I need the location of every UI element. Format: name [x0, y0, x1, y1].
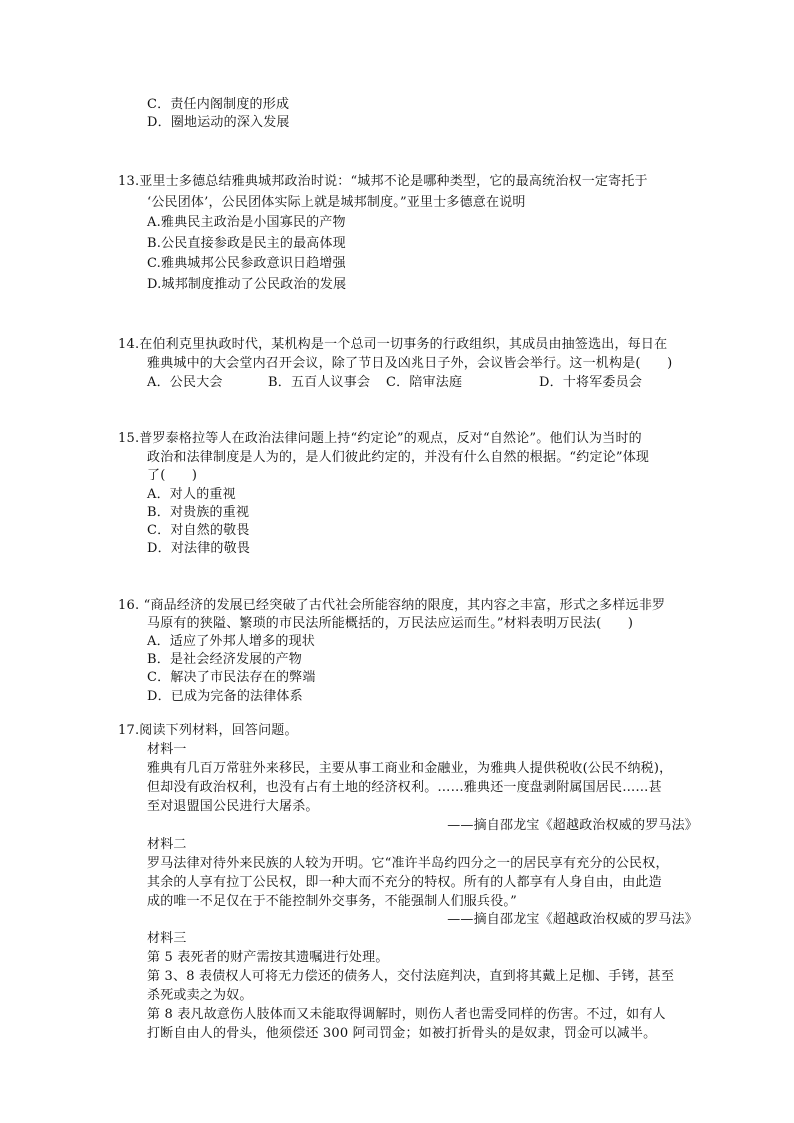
q14-stem-line1: 14.在伯利克里执政时代，某机构是一个总司一切事务的行政组织，其成员由抽签选出，每日在 — [118, 337, 668, 352]
q17-material1-title: 材料一 — [147, 742, 187, 757]
q17-stem: 17.阅读下列材料，回答问题。 — [118, 723, 298, 738]
q16-option-c: C．解决了市民法存在的弊端 — [147, 670, 316, 685]
q16-option-a: A．适应了外邦人增多的现状 — [147, 634, 315, 649]
q13-stem-line1: 13.亚里士多德总结雅典城邦政治时说：“城邦不论是哪种类型，它的最高统治权一定寄托于 — [118, 174, 648, 189]
q17-material2-source: ——摘自邵龙宝《超越政治权威的罗马法》 — [447, 912, 698, 927]
q17-material1-line3: 至对退盟国公民进行大屠杀。 — [147, 799, 319, 814]
q14-option-c: C．陪审法庭 — [386, 375, 463, 390]
q12-option-c: C．责任内阁制度的形成 — [147, 97, 290, 112]
q17-material2-line1: 罗马法律对待外来民族的人较为开明。它“准许半岛约四分之一的居民享有充分的公民权， — [147, 856, 669, 871]
q14-option-d: D．十将军委员会 — [539, 375, 643, 390]
q15-option-c: C．对自然的敬畏 — [147, 523, 250, 538]
q14-stem-line2: 雅典城中的大会堂内召开会议，除了节日及凶兆日子外，会议皆会举行。这一机构是( ) — [147, 356, 673, 371]
q17-material2-line3: 成的唯一不足仅在于不能控制外交事务，不能强制人们服兵役。” — [147, 894, 517, 909]
q13-option-a: A.雅典民主政治是小国寡民的产物 — [147, 215, 346, 230]
q17-material1-line2: 但却没有政治权利，也没有占有土地的经济权利。……雅典还一度盘剥附属国居民……甚 — [147, 780, 662, 795]
q15-option-d: D．对法律的敬畏 — [147, 541, 251, 556]
q16-option-d: D．已成为完备的法律体系 — [147, 689, 303, 704]
q14-option-b: B．五百人议事会 — [268, 375, 371, 390]
q15-stem-line1: 15.普罗泰格拉等人在政治法律问题上持“约定论”的观点，反对“自然论”。他们认为当时的 — [118, 431, 642, 446]
q17-material3-line5: 打断自由人的骨头，他须偿还 300 阿司罚金；如被打折骨头的是奴隶，罚金可以减半。 — [147, 1026, 657, 1041]
q16-option-b: B．是社会经济发展的产物 — [147, 652, 302, 667]
q14-option-a: A．公民大会 — [147, 375, 223, 390]
q17-material3-line3: 杀死或卖之为奴。 — [147, 988, 253, 1003]
q17-material2-line2: 其余的人享有拉丁公民权，即一种大而不充分的特权。所有的人都享有人身自由，由此造 — [147, 875, 662, 890]
q15-stem-line3: 了( ) — [147, 468, 198, 483]
q16-stem-line1: 16. “商品经济的发展已经突破了古代社会所能容纳的限度，其内容之丰富，形式之多样远非罗 — [118, 598, 666, 613]
q13-stem-line2: ‘公民团体’，公民团体实际上就是城邦制度。”亚里士多德意在说明 — [147, 195, 526, 210]
q15-stem-line2: 政治和法律制度是人为的，是人们彼此约定的，并没有什么自然的根据。“约定论”体现 — [147, 450, 650, 465]
q13-option-c: C.雅典城邦公民参政意识日趋增强 — [147, 256, 346, 271]
q12-option-d: D．圈地运动的深入发展 — [147, 115, 290, 130]
q16-stem-line2: 马原有的狭隘、繁琐的市民法所能概括的，万民法应运而生。”材料表明万民法( ) — [147, 616, 634, 631]
q17-material3-line4: 第 8 表凡故意伤人肢体而又未能取得调解时，则伤人者也需受同样的伤害。不过，如有人 — [147, 1007, 666, 1022]
q17-material1-source: ——摘自邵龙宝《超越政治权威的罗马法》 — [447, 818, 698, 833]
q17-material1-line1: 雅典有几百万常驻外来移民，主要从事工商业和金融业，为雅典人提供税收(公民不纳税)， — [147, 761, 673, 776]
q17-material3-line2: 第 3、8 表债权人可将无力偿还的债务人，交付法庭判决，直到将其戴上足枷、手铐，甚至 — [147, 969, 675, 984]
q13-option-d: D.城邦制度推动了公民政治的发展 — [147, 277, 347, 292]
q15-option-b: B．对贵族的重视 — [147, 505, 250, 520]
q17-material2-title: 材料二 — [147, 837, 187, 852]
q15-option-a: A．对人的重视 — [147, 487, 236, 502]
q13-option-b: B.公民直接参政是民主的最高体现 — [147, 236, 346, 251]
q17-material3-line1: 第 5 表死者的财产需按其遗嘱进行处理。 — [147, 950, 389, 965]
q17-material3-title: 材料三 — [147, 931, 187, 946]
